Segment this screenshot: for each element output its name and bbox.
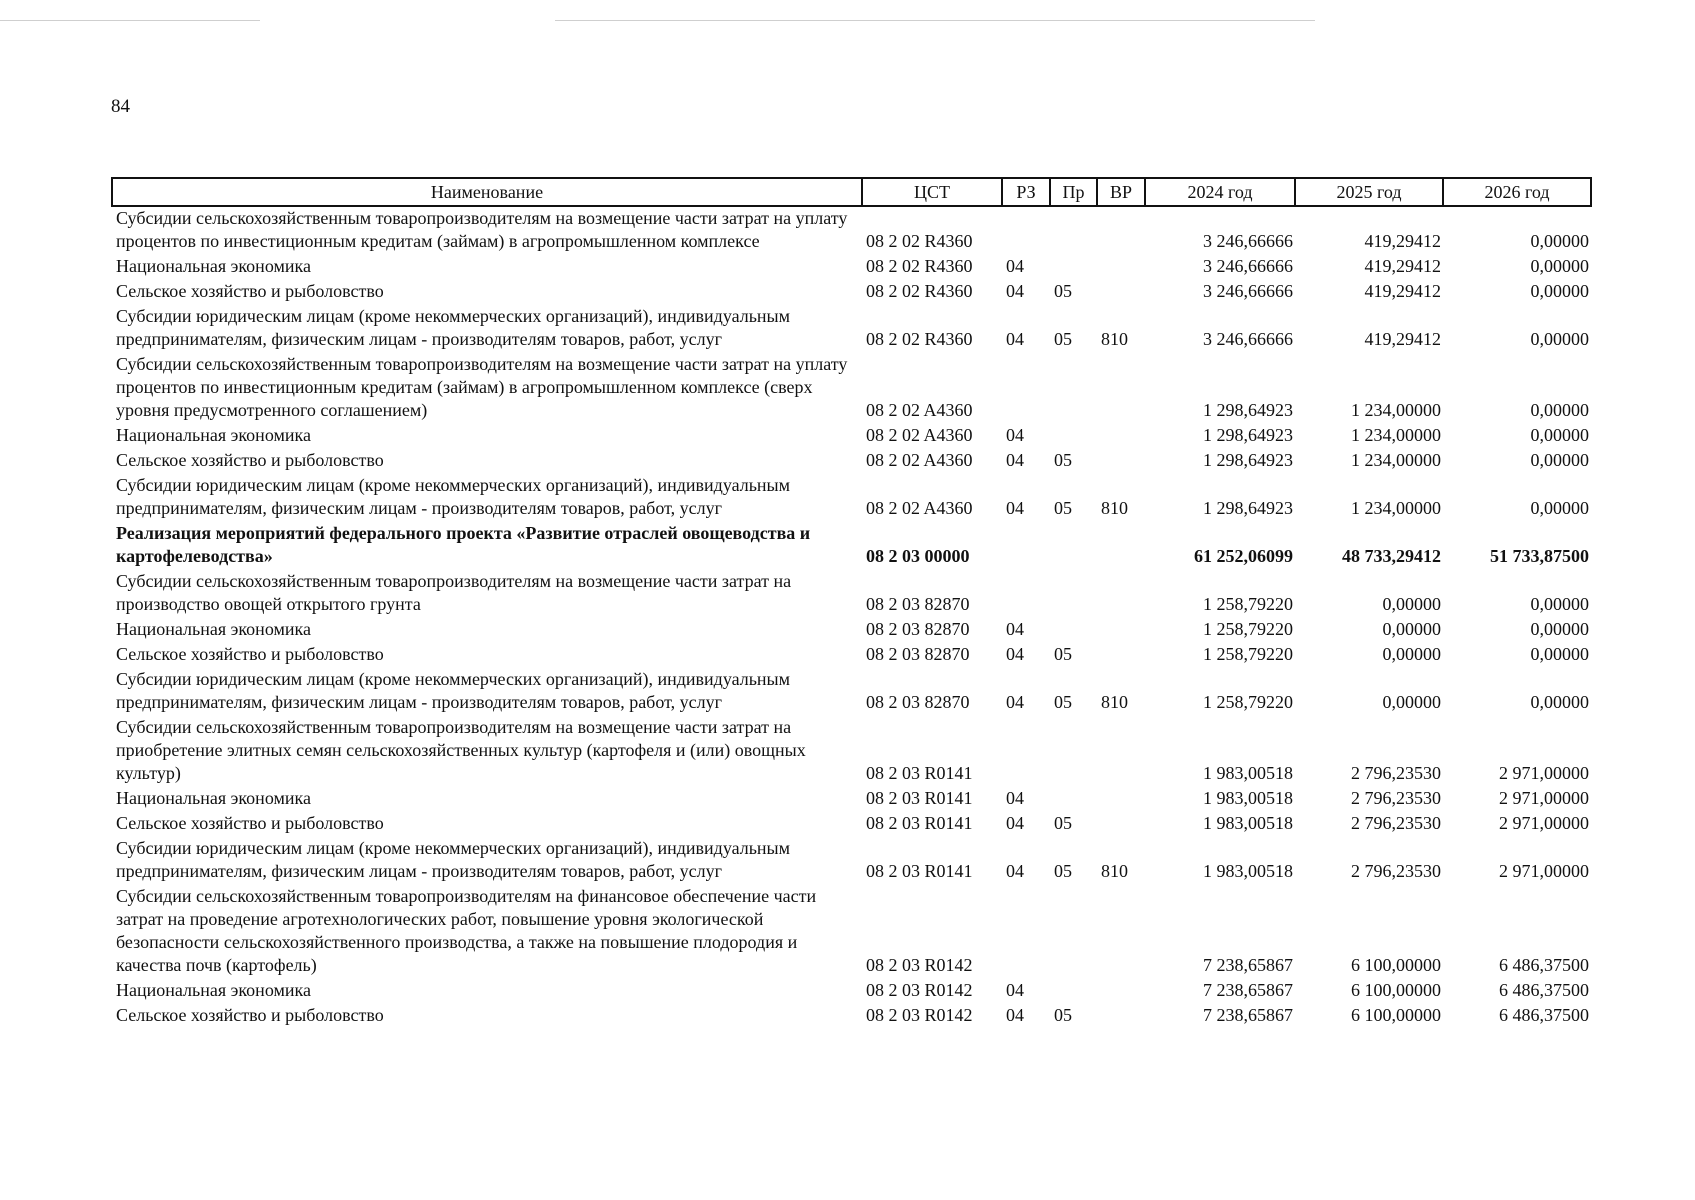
table-row: [112, 643, 1591, 668]
cell-2026: 6 486,37500: [1499, 980, 1589, 1000]
cell-rz: 04: [1006, 281, 1024, 301]
page-number: 84: [111, 96, 130, 117]
cell-cst: 08 2 03 R0141: [866, 813, 973, 833]
cell-2026: 0,00000: [1530, 498, 1589, 518]
table-row: [112, 668, 1591, 716]
cell-name: Сельское хозяйство и рыболовство: [116, 450, 384, 470]
cell-2025: 0,00000: [1382, 594, 1441, 614]
cell-rz: 04: [1006, 498, 1024, 518]
cell-pr: 05: [1054, 498, 1072, 518]
cell-2025: 1 234,00000: [1351, 498, 1441, 518]
scan-edge-line-right: [555, 20, 1315, 21]
cell-vr: [1097, 1004, 1145, 1029]
cell-2025: 2 796,23530: [1351, 813, 1441, 833]
cell-2026: 0,00000: [1530, 450, 1589, 470]
cell-cst: 08 2 02 R4360: [866, 256, 973, 276]
cell-2026: 6 486,37500: [1499, 1005, 1589, 1025]
table-row: [112, 305, 1591, 353]
cell-name: Национальная экономика: [116, 256, 311, 276]
cell-2026: 6 486,37500: [1499, 955, 1589, 975]
cell-2024: 7 238,65867: [1203, 1005, 1293, 1025]
header-rz: РЗ: [1002, 178, 1050, 206]
cell-rz: 04: [1006, 813, 1024, 833]
cell-2026: 0,00000: [1530, 644, 1589, 664]
cell-cst: 08 2 03 R0141: [866, 763, 973, 783]
cell-2024: 61 252,06099: [1194, 546, 1293, 566]
cell-2024: 1 258,79220: [1203, 692, 1293, 712]
cell-2024: 3 246,66666: [1203, 329, 1293, 349]
cell-vr: [1097, 643, 1145, 668]
cell-2025: 1 234,00000: [1351, 450, 1441, 470]
cell-cst: 08 2 03 R0142: [866, 980, 973, 1000]
cell-pr: 05: [1054, 644, 1072, 664]
table-row: [112, 424, 1591, 449]
cell-2025: 419,29412: [1364, 256, 1441, 276]
cell-2026: 0,00000: [1530, 594, 1589, 614]
cell-pr: [1050, 716, 1097, 787]
table-row: [112, 837, 1591, 885]
cell-2026: 2 971,00000: [1499, 813, 1589, 833]
cell-2024: 1 983,00518: [1203, 861, 1293, 881]
cell-cst: 08 2 02 A4360: [866, 450, 973, 470]
cell-2025: 6 100,00000: [1351, 1005, 1441, 1025]
cell-2025: 6 100,00000: [1351, 955, 1441, 975]
cell-2024: 3 246,66666: [1203, 256, 1293, 276]
cell-pr: 05: [1054, 1005, 1072, 1025]
cell-cst: 08 2 03 82870: [866, 692, 970, 712]
cell-2025: 2 796,23530: [1351, 788, 1441, 808]
cell-name: Субсидии сельскохозяйственным товаропроизводителям на возмещение части затрат на уплату процентов по инвестиционным кредитам (займам) в агропромышленном комплексе: [116, 208, 848, 251]
header-row: [112, 178, 1591, 206]
cell-2026: 0,00000: [1530, 231, 1589, 251]
cell-name: Сельское хозяйство и рыболовство: [116, 813, 384, 833]
cell-rz: 04: [1006, 644, 1024, 664]
cell-cst: 08 2 02 R4360: [866, 231, 973, 251]
table-row: [112, 280, 1591, 305]
cell-name: Сельское хозяйство и рыболовство: [116, 644, 384, 664]
cell-pr: 05: [1054, 813, 1072, 833]
cell-name: Субсидии сельскохозяйственным товаропроизводителям на возмещение части затрат на приобретение элитных семян сельскохозяйственных культур (картофеля и (или) овощных культур): [116, 717, 806, 783]
cell-2024: 1 983,00518: [1203, 788, 1293, 808]
cell-cst: 08 2 03 R0141: [866, 861, 973, 881]
cell-name: Субсидии юридическим лицам (кроме некоммерческих организаций), индивидуальным предпринимателям, физическим лицам - производителям товаров, работ, услуг: [116, 838, 791, 881]
header-vr: ВР: [1097, 178, 1145, 206]
cell-2026: 0,00000: [1530, 692, 1589, 712]
cell-2025: 2 796,23530: [1351, 861, 1441, 881]
cell-vr: [1097, 570, 1145, 618]
cell-2024: 1 298,64923: [1203, 425, 1293, 445]
cell-name: Субсидии сельскохозяйственным товаропроизводителям на финансовое обеспечение части затрат на проведение агротехнологических работ, повышение уровня экологической безопасности сельскохозяйственного производства, а также на повышение плодородия и качества почв (картофель): [116, 886, 817, 975]
cell-rz: 04: [1006, 619, 1024, 639]
header-2024: 2024 год: [1145, 178, 1295, 206]
cell-2025: 2 796,23530: [1351, 763, 1441, 783]
cell-2024: 1 258,79220: [1203, 594, 1293, 614]
cell-vr: 810: [1101, 329, 1128, 349]
cell-pr: [1050, 255, 1097, 280]
header-cst: ЦСТ: [862, 178, 1002, 206]
cell-2026: 0,00000: [1530, 281, 1589, 301]
header-name: Наименование: [112, 178, 862, 206]
cell-vr: [1097, 812, 1145, 837]
cell-2026: 0,00000: [1530, 329, 1589, 349]
cell-2024: 1 258,79220: [1203, 619, 1293, 639]
budget-table: [111, 177, 1592, 1029]
cell-rz: 04: [1006, 861, 1024, 881]
cell-rz: 04: [1006, 329, 1024, 349]
cell-cst: 08 2 03 82870: [866, 644, 970, 664]
header-2025: 2025 год: [1295, 178, 1443, 206]
cell-rz: [1002, 570, 1050, 618]
cell-2026: 2 971,00000: [1499, 763, 1589, 783]
cell-2024: 1 983,00518: [1203, 813, 1293, 833]
cell-rz: 04: [1006, 980, 1024, 1000]
cell-rz: 04: [1006, 256, 1024, 276]
header-2026: 2026 год: [1443, 178, 1591, 206]
cell-2024: 3 246,66666: [1203, 281, 1293, 301]
cell-pr: [1050, 522, 1097, 570]
cell-rz: 04: [1006, 788, 1024, 808]
cell-pr: 05: [1054, 450, 1072, 470]
cell-2026: 0,00000: [1530, 400, 1589, 420]
cell-pr: [1050, 885, 1097, 979]
cell-rz: 04: [1006, 692, 1024, 712]
table-row: [112, 1004, 1591, 1029]
cell-pr: [1050, 979, 1097, 1004]
cell-cst: 08 2 02 A4360: [866, 400, 973, 420]
cell-2024: 1 298,64923: [1203, 400, 1293, 420]
table-header: [112, 178, 1591, 206]
cell-vr: [1097, 353, 1145, 424]
cell-2025: 6 100,00000: [1351, 980, 1441, 1000]
cell-vr: [1097, 787, 1145, 812]
table-body: [112, 206, 1591, 1029]
cell-rz: 04: [1006, 425, 1024, 445]
table-row: [112, 255, 1591, 280]
cell-rz: [1002, 353, 1050, 424]
cell-2026: 0,00000: [1530, 425, 1589, 445]
cell-name: Сельское хозяйство и рыболовство: [116, 281, 384, 301]
cell-name: Сельское хозяйство и рыболовство: [116, 1005, 384, 1025]
cell-cst: 08 2 03 82870: [866, 594, 970, 614]
cell-pr: [1050, 206, 1097, 255]
cell-2024: 3 246,66666: [1203, 231, 1293, 251]
cell-vr: [1097, 255, 1145, 280]
table-row: [112, 522, 1591, 570]
cell-2026: 2 971,00000: [1499, 788, 1589, 808]
cell-vr: [1097, 206, 1145, 255]
cell-pr: 05: [1054, 861, 1072, 881]
cell-rz: 04: [1006, 450, 1024, 470]
cell-2026: 2 971,00000: [1499, 861, 1589, 881]
cell-pr: [1050, 353, 1097, 424]
cell-pr: 05: [1054, 692, 1072, 712]
cell-cst: 08 2 03 00000: [866, 546, 970, 566]
cell-2026: 0,00000: [1530, 619, 1589, 639]
cell-pr: 05: [1054, 329, 1072, 349]
cell-rz: [1002, 716, 1050, 787]
cell-name: Национальная экономика: [116, 619, 311, 639]
cell-name: Национальная экономика: [116, 788, 311, 808]
cell-vr: [1097, 280, 1145, 305]
table-row: [112, 787, 1591, 812]
cell-pr: [1050, 618, 1097, 643]
cell-2024: 7 238,65867: [1203, 980, 1293, 1000]
cell-2025: 419,29412: [1364, 329, 1441, 349]
cell-name: Национальная экономика: [116, 980, 311, 1000]
table-row: [112, 206, 1591, 255]
cell-rz: [1002, 885, 1050, 979]
scan-edge-line-left: [0, 20, 260, 21]
cell-2024: 1 298,64923: [1203, 450, 1293, 470]
cell-name: Национальная экономика: [116, 425, 311, 445]
cell-pr: [1050, 570, 1097, 618]
cell-rz: [1002, 206, 1050, 255]
cell-2025: 48 733,29412: [1342, 546, 1441, 566]
cell-name: Субсидии сельскохозяйственным товаропроизводителям на возмещение части затрат на производство овощей открытого грунта: [116, 571, 792, 614]
cell-vr: [1097, 885, 1145, 979]
cell-cst: 08 2 03 R0142: [866, 955, 973, 975]
cell-2026: 0,00000: [1530, 256, 1589, 276]
cell-2025: 419,29412: [1364, 281, 1441, 301]
table-row: [112, 474, 1591, 522]
cell-rz: 04: [1006, 1005, 1024, 1025]
cell-pr: [1050, 424, 1097, 449]
table-row: [112, 812, 1591, 837]
cell-name: Реализация мероприятий федерального проекта «Развитие отраслей овощеводства и картофелеводства»: [116, 523, 811, 566]
cell-2024: 7 238,65867: [1203, 955, 1293, 975]
header-pr: Пр: [1050, 178, 1097, 206]
table-row: [112, 449, 1591, 474]
cell-2026: 51 733,87500: [1490, 546, 1589, 566]
cell-name: Субсидии юридическим лицам (кроме некоммерческих организаций), индивидуальным предпринимателям, физическим лицам - производителям товаров, работ, услуг: [116, 306, 791, 349]
cell-pr: 05: [1054, 281, 1072, 301]
cell-2025: 1 234,00000: [1351, 425, 1441, 445]
cell-cst: 08 2 02 A4360: [866, 498, 973, 518]
cell-2025: 0,00000: [1382, 692, 1441, 712]
table-row: [112, 885, 1591, 979]
cell-vr: [1097, 449, 1145, 474]
cell-cst: 08 2 02 R4360: [866, 281, 973, 301]
cell-cst: 08 2 02 A4360: [866, 425, 973, 445]
cell-name: Субсидии сельскохозяйственным товаропроизводителям на возмещение части затрат на уплату процентов по инвестиционным кредитам (займам) в агропромышленном комплексе (сверх уровня предусмотренного соглашением): [116, 354, 848, 420]
cell-2025: 0,00000: [1382, 619, 1441, 639]
cell-2025: 0,00000: [1382, 644, 1441, 664]
table-row: [112, 570, 1591, 618]
table-row: [112, 618, 1591, 643]
cell-vr: [1097, 716, 1145, 787]
cell-2025: 419,29412: [1364, 231, 1441, 251]
cell-rz: [1002, 522, 1050, 570]
cell-vr: 810: [1101, 498, 1128, 518]
cell-vr: [1097, 522, 1145, 570]
cell-cst: 08 2 03 R0142: [866, 1005, 973, 1025]
cell-name: Субсидии юридическим лицам (кроме некоммерческих организаций), индивидуальным предпринимателям, физическим лицам - производителям товаров, работ, услуг: [116, 669, 791, 712]
cell-vr: 810: [1101, 861, 1128, 881]
cell-2025: 1 234,00000: [1351, 400, 1441, 420]
cell-2024: 1 298,64923: [1203, 498, 1293, 518]
table-row: [112, 716, 1591, 787]
cell-pr: [1050, 787, 1097, 812]
cell-2024: 1 258,79220: [1203, 644, 1293, 664]
cell-cst: 08 2 03 82870: [866, 619, 970, 639]
cell-vr: [1097, 618, 1145, 643]
cell-cst: 08 2 02 R4360: [866, 329, 973, 349]
cell-cst: 08 2 03 R0141: [866, 788, 973, 808]
cell-name: Субсидии юридическим лицам (кроме некоммерческих организаций), индивидуальным предпринимателям, физическим лицам - производителям товаров, работ, услуг: [116, 475, 791, 518]
cell-vr: 810: [1101, 692, 1128, 712]
cell-vr: [1097, 424, 1145, 449]
table-row: [112, 353, 1591, 424]
cell-vr: [1097, 979, 1145, 1004]
cell-2024: 1 983,00518: [1203, 763, 1293, 783]
table-row: [112, 979, 1591, 1004]
